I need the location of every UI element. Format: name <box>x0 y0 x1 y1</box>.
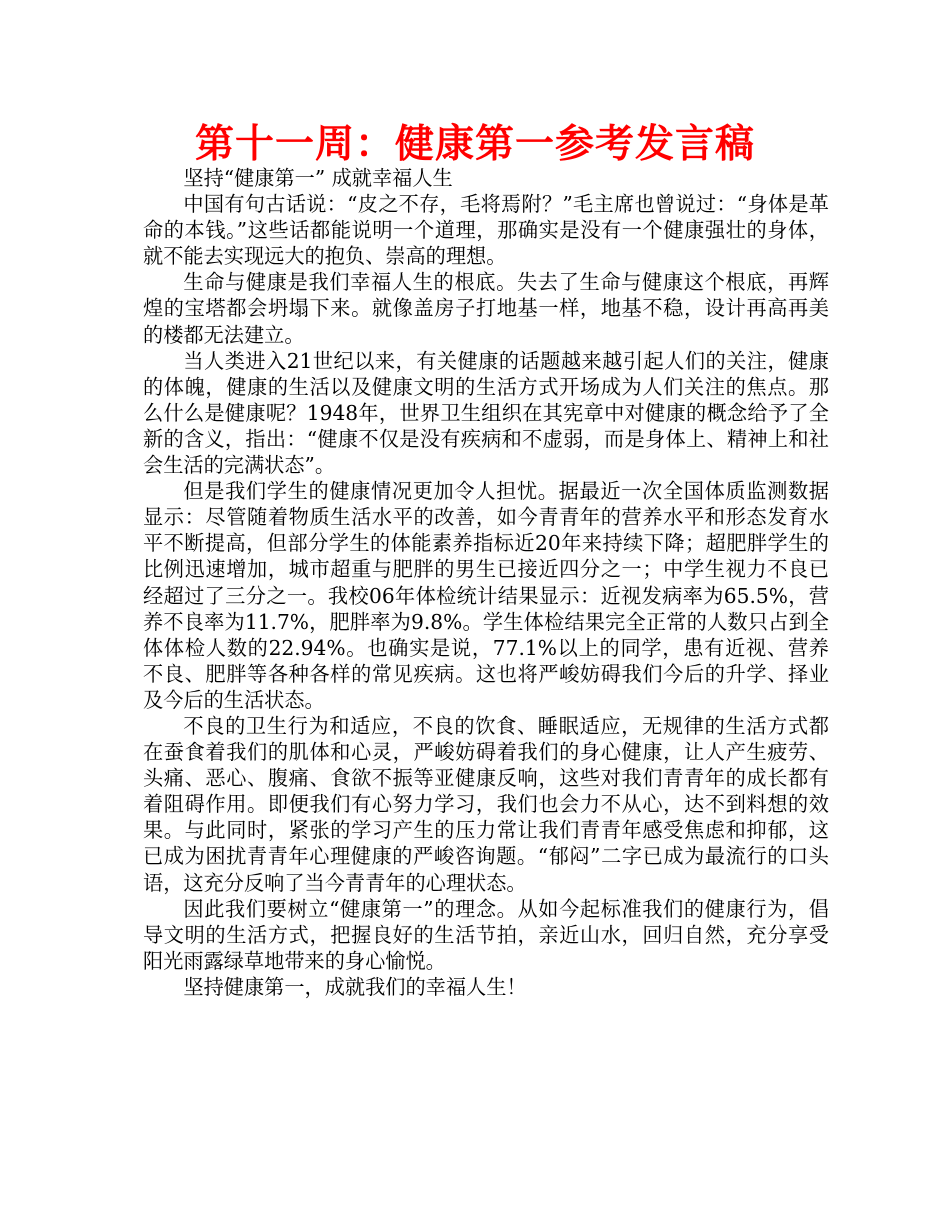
paragraph: 生命与健康是我们幸福人生的根底。失去了生命与健康这个根底，再辉煌的宝塔都会坍塌下来。就像盖房子打地基一样，地基不稳，设计再高再美的楼都无法建立。 <box>143 270 829 347</box>
document-body <box>143 165 829 1000</box>
document-title: 第十一周：健康第一参考发言稿 <box>194 122 755 167</box>
paragraph: 不良的卫生行为和适应，不良的饮食、睡眠适应，无规律的生活方式都在蚕食着我们的肌体和心灵，严峻妨碍着我们的身心健康，让人产生疲劳、头痛、恶心、腹痛、食欲不振等亚健康反响，这些对我们青青年的成长都有着阻碍作用。即便我们有心努力学习，我们也会力不从心，达不到料想的效果。与此同时，紧张的学习产生的压力常让我们青青年感受焦虑和抑郁，这已成为困扰青青年心理健康的严峻咨询题。“郁闷”二字已成为最流行的口头语，这充分反响了当今青青年的心理状态。 <box>143 713 829 895</box>
paragraph: 中国有句古话说：“皮之不存，毛将焉附？”毛主席也曾说过：“身体是革命的本钱。”这些话都能说明一个道理，那确实是没有一个健康强壮的身体，就不能去实现远大的抱负、崇高的理想。 <box>143 192 829 269</box>
paragraph-closing: 坚持健康第一，成就我们的幸福人生！ <box>183 974 527 999</box>
paragraph: 当人类进入21世纪以来，有关健康的话题越来越引起人们的关注，健康的体魄，健康的生活以及健康文明的生活方式开场成为人们关注的焦点。那么什么是健康呢？1948年，世界卫生组织在其宪章中对健康的概念给予了全新的含义，指出：“健康不仅是没有疾病和不虚弱，而是身体上、精神上和社会生活的完满状态”。 <box>143 348 829 478</box>
paragraph: 因此我们要树立“健康第一”的理念。从如今起标准我们的健康行为，倡导文明的生活方式，把握良好的生活节拍，亲近山水，回归自然，充分享受阳光雨露绿草地带来的身心愉悦。 <box>143 896 829 973</box>
paragraph: 但是我们学生的健康情况更加令人担忧。据最近一次全国体质监测数据显示：尽管随着物质生活水平的改善，如今青青年的营养水平和形态发育水平不断提高，但部分学生的体能素养指标近20年来持续下降；超肥胖学生的比例迅速增加，城市超重与肥胖的男生已接近四分之一；中学生视力不良已经超过了三分之一。我校06年体检统计结果显示：近视发病率为65.5%，营养不良率为11.7%，肥胖率为9.8%。学生体检结果完全正常的人数只占到全体体检人数的22.94%。也确实是说，77.1%以上的同学，患有近视、营养不良、肥胖等各种各样的常见疾病。这也将严峻妨碍我们今后的升学、择业及今后的生活状态。 <box>143 479 829 712</box>
paragraph-subtitle: 坚持“健康第一” 成就幸福人生 <box>183 166 453 190</box>
